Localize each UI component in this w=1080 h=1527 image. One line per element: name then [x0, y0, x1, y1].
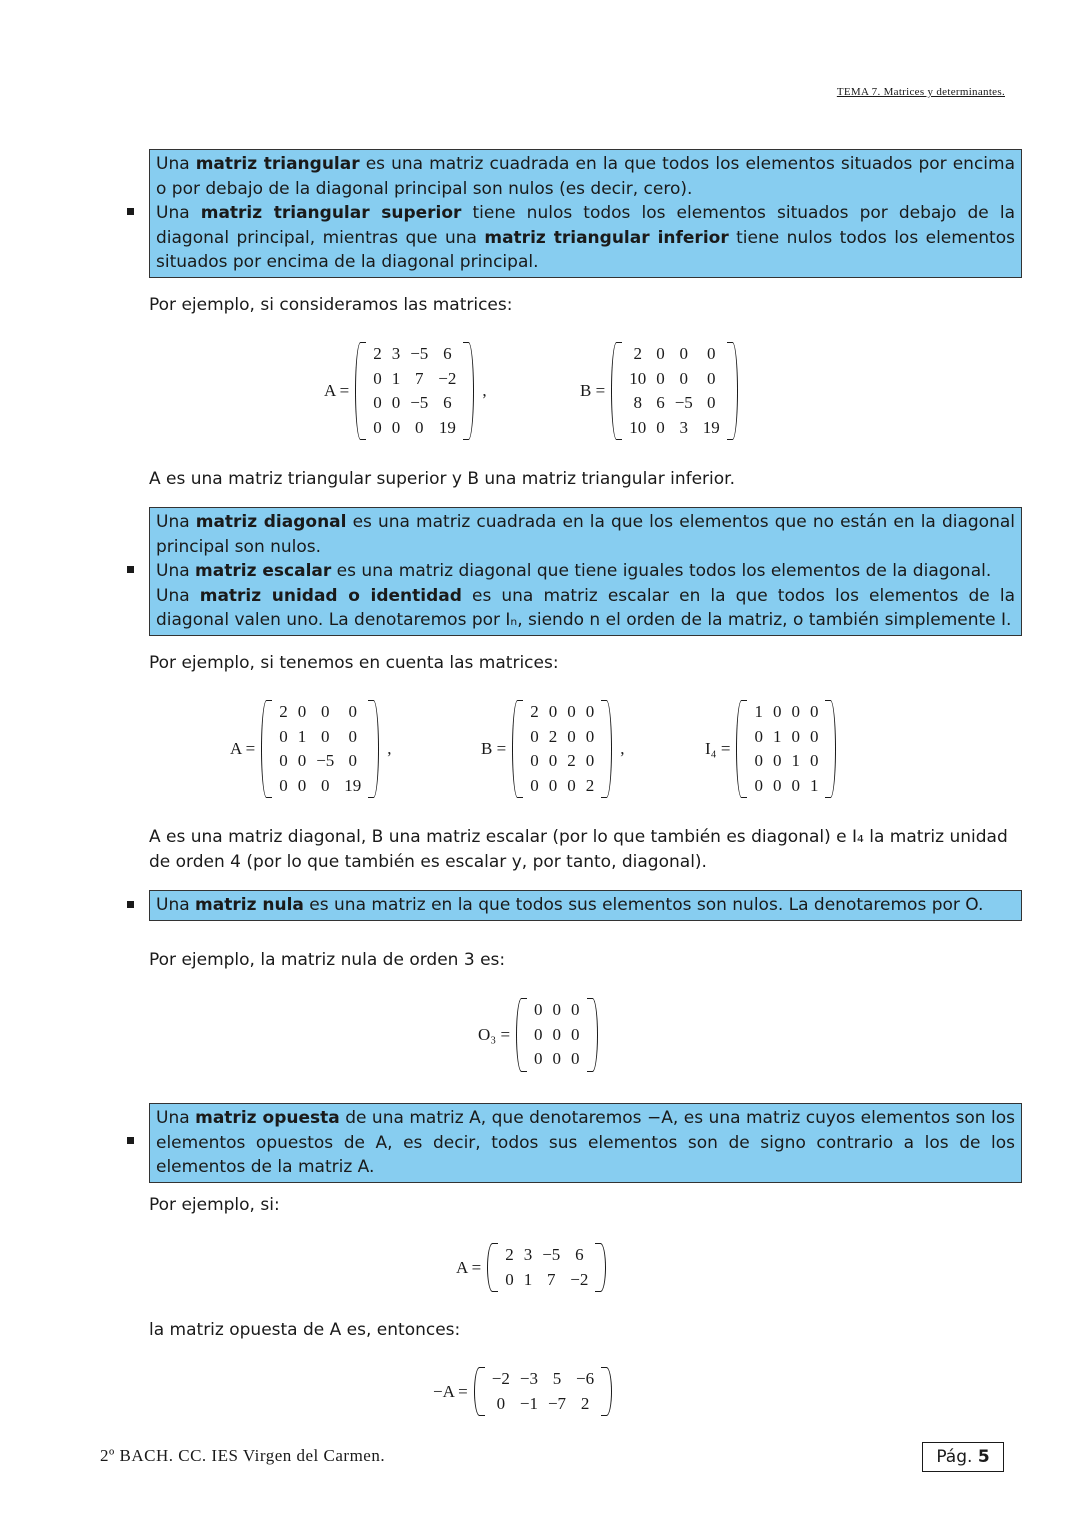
matrix-cell: 3	[391, 344, 401, 363]
matrix-cell: 1	[791, 751, 800, 771]
matrix-cell: 0	[320, 775, 330, 795]
matrix-cell: −3	[519, 1369, 538, 1388]
matrix-cell: 0	[373, 417, 382, 437]
matrix-cell: 1	[297, 726, 307, 746]
matrix-cell: 8	[633, 393, 642, 413]
matrix-cell: 0	[548, 751, 558, 771]
matrix-cell: 2	[585, 775, 595, 795]
matrix-cell: 0	[772, 702, 782, 721]
matrix-cell: 0	[373, 393, 382, 413]
matrix-cell: 1	[754, 702, 763, 721]
matrix-cell: 0	[391, 393, 401, 413]
matrix-cell: 0	[548, 775, 558, 795]
matrix-cell: 0	[552, 1024, 562, 1044]
matrix-A-triangular: A = 2 3 −5 6 0 1 7 −2 0 0 −5 6 0 0 0 19 ,	[324, 342, 487, 440]
matrix-cell: 0	[534, 1049, 543, 1069]
matrix-cell: 0	[391, 417, 401, 437]
matrix-cell: 3	[679, 417, 688, 437]
matrix-cell: 0	[585, 726, 595, 746]
definition-box-diagonal: Una matriz diagonal es una matriz cuadrada en la que los elementos que no están en la diagonal principal son nulos. Una matriz escalar es una matriz diagonal que tiene iguales todos los elementos de la diagonal. Una matriz unidad o identidad es una matriz escalar en la que todos los elementos de la diagonal valen uno. La denotaremos por Iₙ, siendo n el orden de la matriz, o también simplemente I.	[149, 507, 1022, 636]
example-conclusion: A es una matriz triangular superior y B una matriz triangular inferior.	[149, 469, 736, 489]
matrix-cell: 0	[754, 726, 763, 746]
matrix-cell: 0	[373, 368, 382, 388]
matrix-cell: −5	[674, 393, 693, 413]
example-intro: Por ejemplo, la matriz nula de orden 3 es:	[149, 950, 506, 970]
matrix-negA: −A = −2 −3 5 −6 0 −1 −7 2	[433, 1367, 612, 1416]
definition-box-null: Una matriz nula es una matriz en la que todos sus elementos son nulos. La denotaremos por O.	[149, 890, 1022, 921]
matrix-A-example: A = 2 3 −5 6 0 1 7 −2	[456, 1243, 606, 1292]
matrix-cell: 0	[320, 726, 330, 746]
matrix-cell: 0	[552, 1000, 562, 1019]
matrix-cell: 0	[809, 702, 819, 721]
matrix-cell: 1	[523, 1269, 533, 1289]
matrix-cell: −5	[410, 393, 429, 413]
definition-box-triangular: Una matriz triangular es una matriz cuadrada en la que todos los elementos situados por encima o por debajo de la diagonal principal son nulos (es decir, cero). Una matriz triangular superior tiene nulos todos los elementos situados por debajo de la diagonal principal, mientras que una matriz triangular inferior tiene nulos todos los elementos situados por encima de la diagonal principal.	[149, 149, 1022, 278]
matrix-cell: 0	[772, 775, 782, 795]
matrix-cell: 10	[629, 417, 647, 437]
matrix-cell: 7	[546, 1269, 556, 1289]
matrix-cell: 0	[791, 726, 800, 746]
matrix-O3-null: O₃ = 0 0 0 0 0 0 0 0 0	[478, 998, 598, 1072]
matrix-cell: 0	[414, 417, 424, 437]
matrix-cell: 6	[443, 393, 452, 413]
bullet	[127, 901, 134, 908]
matrix-cell: 3	[523, 1245, 533, 1264]
example-intro: Por ejemplo, si:	[149, 1195, 280, 1215]
matrix-cell: 5	[552, 1369, 562, 1388]
matrix-cell: 2	[279, 702, 288, 721]
matrix-cell: 2	[567, 751, 576, 771]
matrix-cell: 2	[373, 344, 382, 363]
page-number-box	[922, 1442, 1004, 1472]
bullet	[127, 566, 134, 573]
matrix-cell: 0	[297, 751, 307, 771]
matrix-cell: 0	[534, 1024, 543, 1044]
matrix-cell: 0	[656, 368, 665, 388]
example-intro: Por ejemplo, si consideramos las matrices:	[149, 295, 513, 315]
matrix-cell: 2	[580, 1393, 590, 1413]
example-mid: la matriz opuesta de A es, entonces:	[149, 1320, 461, 1340]
bullet	[127, 208, 134, 215]
matrix-cell: 0	[791, 775, 800, 795]
matrix-cell: 0	[530, 775, 539, 795]
matrix-cell: 0	[571, 1049, 580, 1069]
matrix-cell: 2	[530, 702, 539, 721]
matrix-cell: 0	[809, 751, 819, 771]
matrix-cell: 0	[548, 702, 558, 721]
matrix-cell: 0	[585, 702, 595, 721]
page-label: Pág.	[936, 1447, 973, 1467]
matrix-cell: 0	[496, 1393, 506, 1413]
matrix-cell: 0	[656, 417, 665, 437]
matrix-cell: 0	[754, 775, 763, 795]
matrix-B-triangular: B = 2 0 0 0 10 0 0 0 8 6 −5 0 10 0 3 19	[580, 342, 738, 440]
matrix-cell: 0	[279, 775, 288, 795]
matrix-cell: 7	[414, 368, 424, 388]
matrix-B-scalar: B = 2 0 0 0 0 2 0 0 0 0 2 0 0 0 0 2 ,	[481, 700, 624, 798]
matrix-cell: 0	[707, 368, 716, 388]
matrix-cell: 2	[505, 1245, 514, 1264]
matrix-cell: 2	[548, 726, 558, 746]
matrix-cell: 0	[505, 1269, 514, 1289]
matrix-cell: 0	[320, 702, 330, 721]
matrix-cell: 0	[656, 344, 665, 363]
matrix-cell: 0	[772, 751, 782, 771]
matrix-cell: −5	[316, 751, 335, 771]
footer-course: 2º BACH. CC. IES Virgen del Carmen.	[100, 1446, 386, 1465]
matrix-cell: 19	[702, 417, 720, 437]
matrix-cell: −2	[438, 368, 457, 388]
bullet	[127, 1137, 134, 1144]
matrix-cell: −5	[410, 344, 429, 363]
matrix-cell: 19	[344, 775, 362, 795]
matrix-cell: −7	[547, 1393, 567, 1413]
matrix-cell: 0	[567, 702, 576, 721]
matrix-cell: 6	[656, 393, 665, 413]
matrix-cell: 10	[629, 368, 647, 388]
matrix-A-diagonal: A = 2 0 0 0 0 1 0 0 0 0 −5 0 0 0 0 19 ,	[230, 700, 392, 798]
matrix-cell: 0	[348, 726, 358, 746]
matrix-cell: 0	[567, 726, 576, 746]
matrix-cell: 0	[348, 751, 358, 771]
matrix-cell: −2	[570, 1269, 589, 1289]
matrix-cell: 6	[575, 1245, 584, 1264]
matrix-cell: 0	[567, 775, 576, 795]
matrix-cell: 1	[772, 726, 782, 746]
matrix-cell: 0	[279, 726, 288, 746]
matrix-cell: 0	[279, 751, 288, 771]
matrix-cell: 0	[754, 751, 763, 771]
page-header: TEMA 7. Matrices y determinantes.	[836, 86, 1005, 98]
matrix-cell: 0	[348, 702, 358, 721]
matrix-cell: 0	[530, 751, 539, 771]
matrix-cell: 2	[633, 344, 642, 363]
matrix-cell: 0	[297, 775, 307, 795]
matrix-I4-identity: I₄ = 1 0 0 0 0 1 0 0 0 0 1 0 0 0 0 1	[705, 700, 836, 798]
matrix-cell: 0	[791, 702, 800, 721]
matrix-cell: 0	[552, 1049, 562, 1069]
matrix-cell: 19	[438, 417, 456, 437]
matrix-cell: 0	[585, 751, 595, 771]
example-conclusion: A es una matriz diagonal, B una matriz escalar (por lo que también es diagonal) e I₄ la matriz unidad de orden 4 (por lo que también es escalar y, por tanto, diagonal).	[149, 827, 1008, 872]
definition-box-opposite: Una matriz opuesta de una matriz A, que denotaremos −A, es una matriz cuyos elementos son los elementos opuestos de A, es decir, todos sus elementos son de signo contrario a los de los elementos de la matriz A.	[149, 1103, 1022, 1183]
matrix-cell: 0	[530, 726, 539, 746]
matrix-cell: 0	[707, 393, 716, 413]
matrix-cell: 1	[391, 368, 401, 388]
matrix-cell: 6	[443, 344, 452, 363]
matrix-cell: 0	[679, 344, 688, 363]
matrix-cell: 0	[707, 344, 716, 363]
matrix-cell: 0	[571, 1000, 580, 1019]
matrix-cell: −6	[576, 1369, 595, 1388]
matrix-cell: −5	[542, 1245, 561, 1264]
matrix-cell: −1	[519, 1393, 538, 1413]
example-intro: Por ejemplo, si tenemos en cuenta las matrices:	[149, 653, 559, 673]
matrix-cell: −2	[491, 1369, 510, 1388]
matrix-cell: 0	[297, 702, 307, 721]
matrix-cell: 0	[809, 726, 819, 746]
matrix-cell: 1	[809, 775, 819, 795]
matrix-cell: 0	[679, 368, 688, 388]
matrix-cell: 0	[571, 1024, 580, 1044]
page-number: 5	[977, 1447, 990, 1467]
matrix-cell: 0	[534, 1000, 543, 1019]
